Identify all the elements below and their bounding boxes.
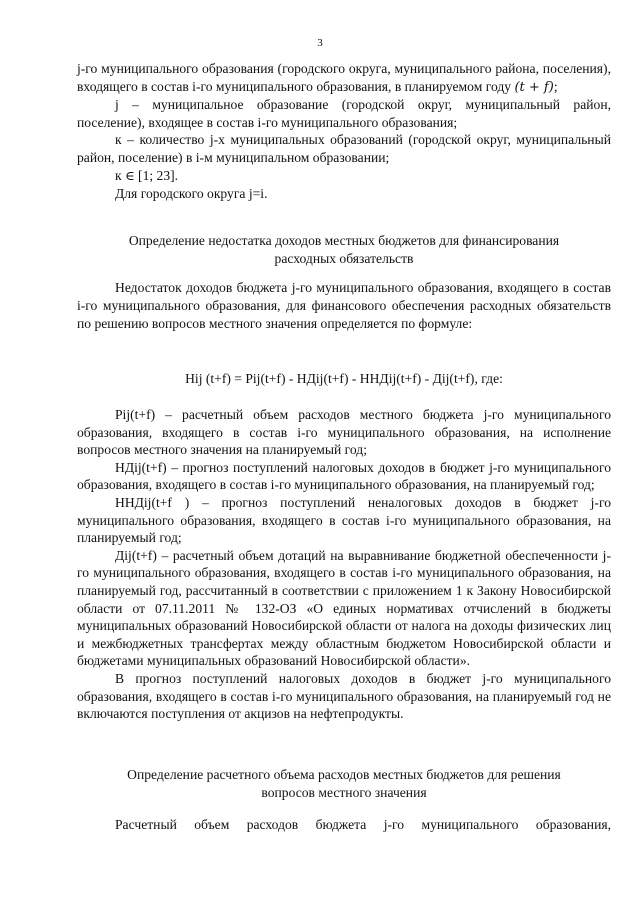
section-heading-line: вопросов местного значения [261, 784, 427, 800]
section-heading-expenditure [77, 766, 611, 801]
paragraph-text: к [115, 167, 126, 183]
paragraph-expenditure-intro: Расчетный объем расходов бюджета j-го муниципального образования, [115, 817, 611, 832]
math-expression: (t + f) [514, 79, 554, 95]
formula-definitions [77, 406, 611, 723]
paragraph-deficit-intro: Недостаток доходов бюджета j-го муниципального образования, входящего в состав i-го муниципального образования, для финансового обеспечения расходных обязательств по решению вопросов местного значения определяется по формуле: [77, 280, 611, 331]
section-heading-line: расходных обязательств [274, 250, 414, 266]
section-heading-deficit [77, 232, 611, 267]
section-heading-line: Определение недостатка доходов местных бюджетов для финансирования [128, 233, 560, 248]
section-heading-line: Определение расчетного объема расходов местных бюджетов для решения [127, 767, 561, 782]
formula-line: Нij (t+f) = Рij(t+f) - НДij(t+f) - ННДij(t+f) - Дij(t+f), где: [185, 371, 503, 386]
paragraph-excise-note: В прогноз поступлений налоговых доходов в бюджет j-го муниципального образования, входящего в состав i-го муниципального образования, на планируемый год не включаются поступления от акцизов на нефтепродукты. [77, 670, 611, 722]
paragraph-text: j-го муниципального образования (городского округа, муниципального района, поселения), входящего в состав i-го муниципального образования, в планируемом году [77, 61, 611, 94]
page-number: 3 [317, 37, 323, 49]
definition-pij: Рij(t+f) – расчетный объем расходов местного бюджета j-го муниципального образования, входящего в состав i-го муниципального образования, на исполнение вопросов местного значения на планируемый год; [77, 407, 611, 458]
definition-ndij: НДij(t+f) – прогноз поступлений налоговых доходов в бюджет j-го муниципального образования, входящего в состав i-го муниципального образования, на планируемый год; [77, 459, 611, 493]
deficit-formula [77, 370, 611, 388]
definition-dij: Дij(t+f) – расчетный объем дотаций на выравнивание бюджетной обеспеченности j-го муниципального образования, входящего в состав i-го муниципального образования, на планируемый год, рассчитанный в соответствии с приложением 1 к Закону Новосибирской области от 07.11.2011 № 132-ОЗ «О единых нормативах отчислений в бюджеты муниципальных образований Новосибирской области от налога на доходы физических лиц и межбюджетных трансфертах между областным бюджетом Новосибирской области и бюджетами муниципальных образований Новосибирской области». [77, 547, 611, 669]
element-of-symbol: ∈ [125, 168, 135, 184]
paragraph-j-municipal [77, 60, 611, 96]
paragraph-text: [1; 23]. [134, 167, 179, 183]
definition-nndij: ННДij(t+f ) – прогноз поступлений неналоговых доходов в бюджет j-го муниципального образования, входящего в состав i-го муниципального образования, на планируемый год; [77, 494, 611, 546]
paragraph-k-definition: к – количество j-х муниципальных образований (городской округ, муниципальный район, поселение) в i-м муниципальном образовании; [77, 132, 611, 165]
paragraph-city-district: Для городского округа j=i. [115, 186, 268, 202]
expenditure-intro [77, 816, 611, 834]
paragraph-text: ; [553, 78, 558, 94]
deficit-intro [77, 279, 611, 333]
paragraph-j-definition: j – муниципальное образование (городской округ, муниципальный район, поселение), входящее в состав i-го муниципального образования; [77, 97, 611, 130]
definitions-continued [77, 60, 611, 203]
paragraph-k-range [77, 167, 611, 186]
